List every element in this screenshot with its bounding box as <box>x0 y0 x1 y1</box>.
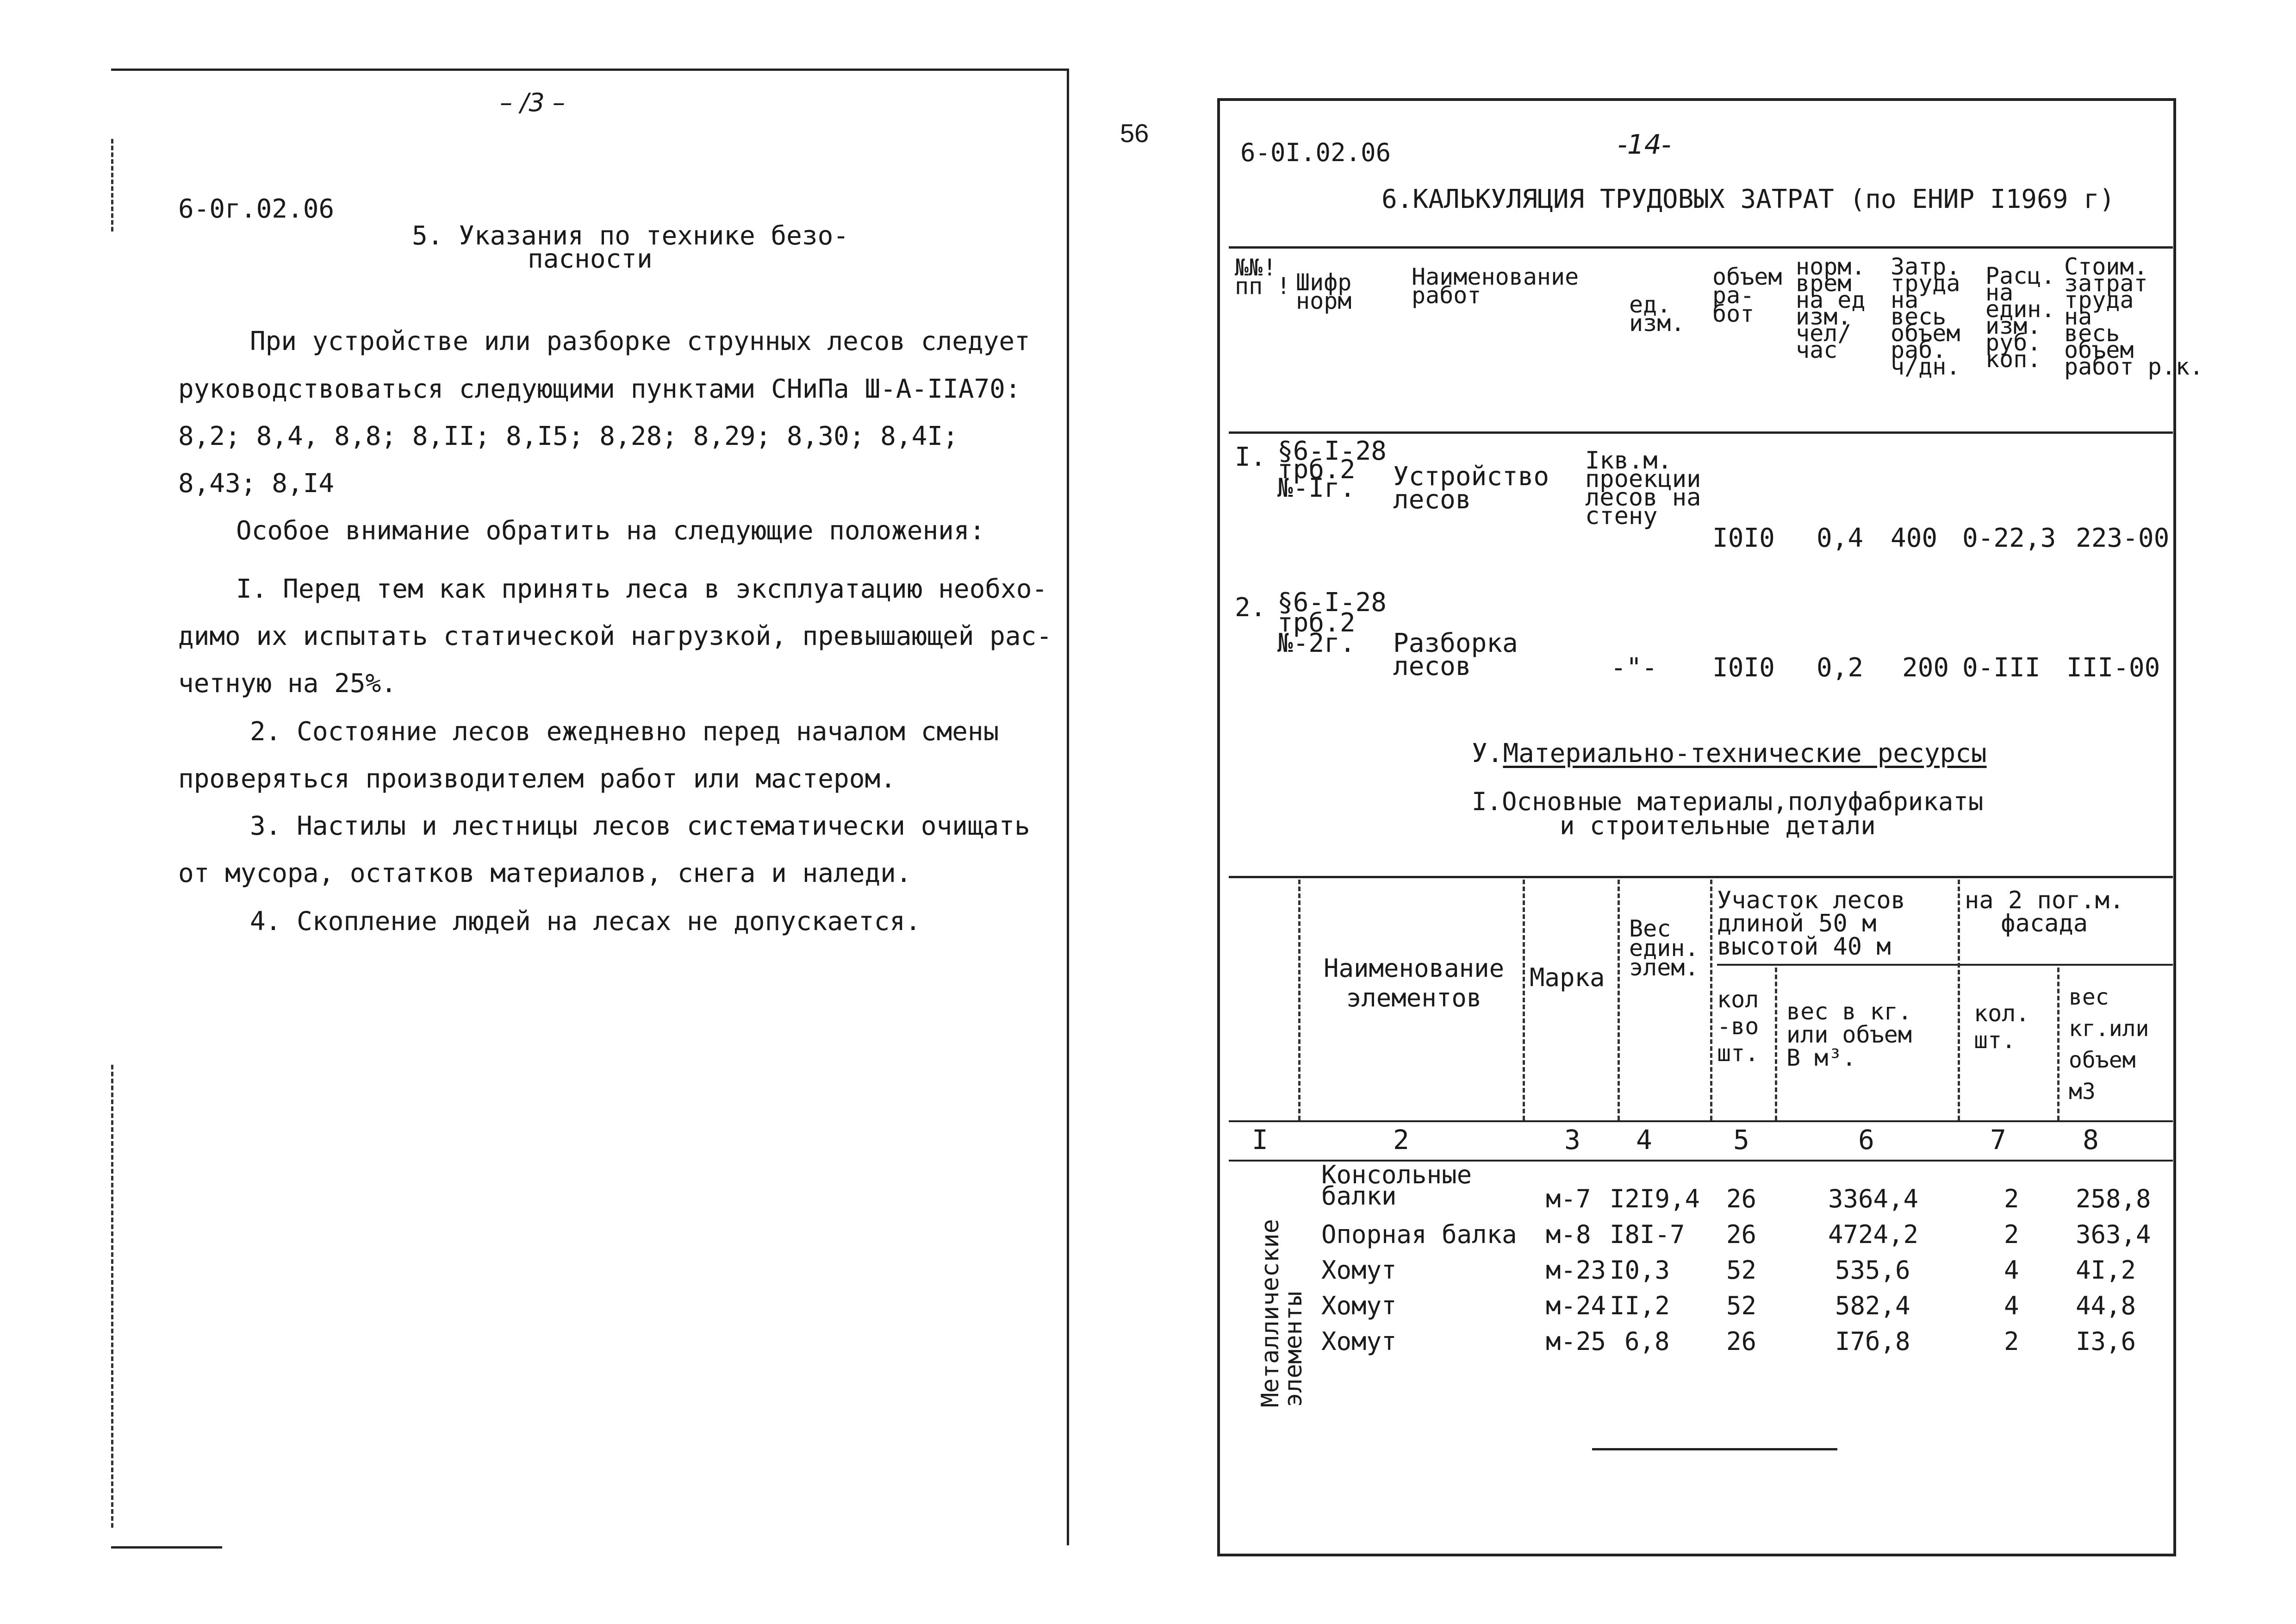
group-label-metal: Металлические элементы <box>1257 1219 1307 1407</box>
left-margin-mark <box>111 139 113 231</box>
materials-subheader-rule <box>1717 964 2173 966</box>
mat-col-sep <box>1775 968 1777 1120</box>
labor-row-cost: ІІІ-00 <box>2066 653 2160 683</box>
mat-row-name: Консольные балки <box>1321 1160 1472 1211</box>
labor-row-cost: 223-00 <box>2076 523 2170 553</box>
header-norm: норм. врем на ед изм. чел/ час <box>1796 253 1866 363</box>
mat-row-qty: 52 <box>1726 1255 1757 1285</box>
section-v-title: Материально-технические ресурсы <box>1503 738 1987 768</box>
labor-row-norm: 0,2 <box>1817 653 1864 683</box>
labor-row-norm: 0,4 <box>1817 523 1864 553</box>
left-margin-mark <box>111 1065 113 1528</box>
mat-colnum: 6 <box>1858 1124 1874 1156</box>
labor-row-number: 2. <box>1235 593 1266 623</box>
right-top-border <box>1217 98 2175 101</box>
labor-table-header-bottom <box>1229 431 2173 434</box>
mat-row-weight: 6,8 <box>1624 1327 1670 1356</box>
mat-header-weight: Вес един. элем. <box>1629 915 1699 981</box>
calc-title: 6.КАЛЬКУЛЯЦИЯ ТРУДОВЫХ ЗАТРАТ (по ЕНИР І1969 г) <box>1381 184 2115 214</box>
section-v-heading <box>1472 738 1987 768</box>
right-bottom-border <box>1217 1554 2176 1556</box>
mat-header-section: Участок лесов длиной 50 м высотой 40 м <box>1717 887 1905 961</box>
mat-row-qty2: 4 <box>2004 1255 2019 1285</box>
mat-row-total2: 4І,2 <box>2076 1255 2136 1285</box>
mat-row-name: Хомут <box>1321 1291 1397 1320</box>
mat-row-total2: 258,8 <box>2076 1184 2151 1213</box>
mat-row-mark: м-25 <box>1546 1327 1606 1356</box>
mat-colnum: 2 <box>1393 1124 1409 1156</box>
header-rate: Расц. на един. изм. руб. коп. <box>1985 262 2055 373</box>
mat-header-qty2: кол. шт. <box>1974 1000 2030 1054</box>
mat-header-weight-total: вес в кг. или объем В м³. <box>1786 998 1912 1071</box>
left-bottom-border <box>111 1546 222 1549</box>
left-top-border <box>111 69 1069 71</box>
mat-row-qty2: 2 <box>2004 1184 2019 1213</box>
paragraph-line: от мусора, остатков материалов, снега и наледи. <box>178 858 912 888</box>
sheet-number: 56 <box>1120 119 1149 148</box>
left-doc-code: 6-0г.02.06 <box>178 194 335 224</box>
left-right-border <box>1067 69 1069 1545</box>
mat-row-mark: м-24 <box>1546 1291 1606 1320</box>
right-page-number: -14- <box>1618 129 1671 160</box>
mat-col-sep <box>1618 880 1620 1120</box>
mat-header-mark: Марка <box>1530 963 1605 992</box>
mat-row-weight: ІІ,2 <box>1610 1291 1670 1320</box>
mat-row-name: Хомут <box>1321 1255 1397 1285</box>
paragraph-line: 4. Скопление людей на лесах не допускается. <box>250 906 921 937</box>
materials-table-top <box>1229 876 2173 878</box>
paragraph-line: четную на 25%. <box>178 668 397 699</box>
left-page-number: – /3 – <box>500 88 565 117</box>
mat-row-total: 582,4 <box>1835 1291 1910 1320</box>
mat-col-sep <box>1710 880 1712 1120</box>
labor-row-unit: -"- <box>1611 653 1658 683</box>
labor-row-rate: 0-ІІІ <box>1962 653 2041 683</box>
section-v-prefix: У. <box>1472 738 1503 768</box>
paragraph-line: димо их испытать статической нагрузкой, превышающей рас- <box>178 621 1052 651</box>
materials-header-bottom <box>1229 1120 2173 1122</box>
paragraph-line: Особое внимание обратить на следующие положения: <box>236 516 985 546</box>
header-labor: Затр. труда на весь объем раб. ч/дн. <box>1891 253 1960 380</box>
labor-row-name: Разборка лесов <box>1393 628 1518 681</box>
mat-row-qty2: 4 <box>2004 1291 2019 1320</box>
mat-row-qty: 26 <box>1726 1220 1757 1249</box>
mat-row-qty: 52 <box>1726 1291 1757 1320</box>
paragraph-line: руководствоваться следующими пунктами СНиПа Ш-А-ІІА70: <box>178 374 1021 404</box>
header-cost: Стоим. затрат труда на весь объем работ р.к. <box>2064 253 2204 380</box>
mat-row-total: 535,6 <box>1835 1255 1910 1285</box>
mat-col-sep <box>1958 880 1960 1120</box>
mat-row-name: Хомут <box>1321 1327 1397 1356</box>
labor-row-name: Устройство лесов <box>1393 462 1549 515</box>
right-left-border <box>1217 98 1220 1556</box>
header-unit: ед. изм. <box>1629 291 1685 337</box>
subsection-title-cont: и строительные детали <box>1560 811 1876 840</box>
mat-row-weight: І8І-7 <box>1610 1220 1685 1249</box>
mat-colnum: 7 <box>1990 1124 2006 1156</box>
header-work-name: Наименование работ <box>1412 263 1579 309</box>
mat-row-name: Опорная балка <box>1321 1220 1517 1249</box>
paragraph-line: проверяться производителем работ или мастером. <box>178 764 896 794</box>
mat-header-name: Наименование элементов <box>1324 954 1505 1012</box>
mat-row-weight: І0,3 <box>1610 1255 1670 1285</box>
subsection-title: І.Основные материалы,полуфабрикаты <box>1472 787 1984 816</box>
section-title-cont: пасности <box>528 244 653 274</box>
labor-row-code: §6-І-28 трб.2 №-2г. <box>1277 587 1387 658</box>
mat-row-qty: 26 <box>1726 1184 1757 1213</box>
labor-row-unit: Ікв.м. проекции лесов на стену <box>1585 447 1701 530</box>
right-doc-code: 6-0І.02.06 <box>1240 138 1391 167</box>
labor-row-volume: І0І0 <box>1712 523 1775 553</box>
labor-row-code: §6-І-28 трб.2 №-Іг. <box>1277 436 1387 503</box>
end-rule <box>1592 1448 1837 1450</box>
labor-table-top <box>1229 246 2173 249</box>
section-title: 5. Указания по технике безо- <box>412 221 849 251</box>
mat-header-qty: кол -во шт. <box>1717 986 1759 1067</box>
header-number: №№! пп ! <box>1235 254 1291 300</box>
labor-row-volume: І0І0 <box>1712 653 1775 683</box>
mat-row-total2: 44,8 <box>2076 1291 2136 1320</box>
mat-colnum: 8 <box>2083 1124 2099 1156</box>
mat-row-qty2: 2 <box>2004 1327 2019 1356</box>
mat-header-facade: на 2 пог.м. фасада <box>1965 887 2124 937</box>
labor-row-rate: 0-22,3 <box>1962 523 2056 553</box>
mat-row-total: 3364,4 <box>1828 1184 1919 1213</box>
labor-row-labor: 400 <box>1891 523 1938 553</box>
mat-row-qty2: 2 <box>2004 1220 2019 1249</box>
mat-header-weight2: вес кг.или объем м3 <box>2069 984 2149 1105</box>
mat-row-total2: І3,6 <box>2076 1327 2136 1356</box>
header-volume: объем ра- бот <box>1712 263 1782 327</box>
paragraph-line: При устройстве или разборке струнных лесов следует <box>250 326 1030 356</box>
mat-row-mark: м-8 <box>1546 1220 1591 1249</box>
mat-row-mark: м-7 <box>1546 1184 1591 1213</box>
mat-colnum: 3 <box>1564 1124 1580 1156</box>
paragraph-line: 8,2; 8,4, 8,8; 8,ІІ; 8,І5; 8,28; 8,29; 8,30; 8,4І; <box>178 421 958 451</box>
mat-row-total: 4724,2 <box>1828 1220 1919 1249</box>
labor-row-number: І. <box>1235 442 1266 472</box>
mat-row-mark: м-23 <box>1546 1255 1606 1285</box>
paragraph-line: 3. Настилы и лестницы лесов систематически очищать <box>250 811 1030 841</box>
mat-colnum: 4 <box>1636 1124 1652 1156</box>
mat-col-sep <box>1298 880 1300 1120</box>
paragraph-line: 2. Состояние лесов ежедневно перед началом смены <box>250 717 999 747</box>
mat-col-sep <box>1523 880 1525 1120</box>
mat-colnum: І <box>1252 1124 1268 1156</box>
mat-row-qty: 26 <box>1726 1327 1757 1356</box>
mat-colnum: 5 <box>1733 1124 1749 1156</box>
mat-col-sep <box>2057 968 2060 1120</box>
mat-row-total: І7б,8 <box>1835 1327 1910 1356</box>
paragraph-line: І. Перед тем как принять леса в эксплуатацию необхо- <box>236 574 1048 604</box>
mat-row-weight: І2І9,4 <box>1610 1184 1700 1213</box>
labor-row-labor: 200 <box>1902 653 1949 683</box>
paragraph-line: 8,43; 8,І4 <box>178 468 335 499</box>
header-code: Шифр норм <box>1296 269 1352 314</box>
mat-row-total2: 363,4 <box>2076 1220 2151 1249</box>
